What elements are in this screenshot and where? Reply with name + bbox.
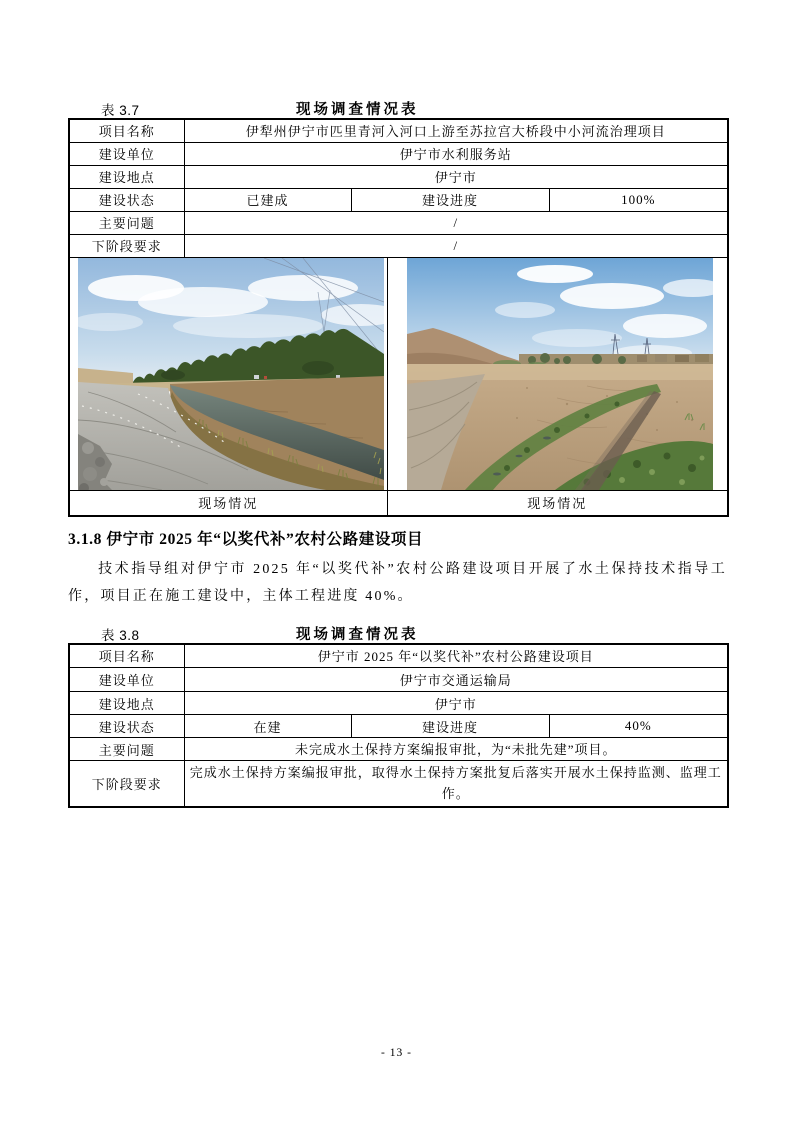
- table-3-7-caption: [68, 98, 727, 118]
- row-value-progress: 40%: [549, 715, 728, 738]
- row-label-place: 建设地点: [69, 165, 184, 188]
- photo-caption-left: 现场情况: [69, 490, 387, 516]
- page-number: - 13 -: [381, 1047, 412, 1059]
- row-value-next: /: [184, 234, 728, 257]
- row-label-status: 建设状态: [69, 715, 184, 738]
- row-value-next: 完成水土保持方案编报审批，取得水土保持方案批复后落实开展水土保持监测、监理工作。: [184, 761, 728, 807]
- row-label-status: 建设状态: [69, 188, 184, 211]
- row-value-status: 在建: [184, 715, 351, 738]
- row-value-issues: /: [184, 211, 728, 234]
- table-3-8-title: 现场调查情况表: [296, 626, 419, 643]
- row-label-unit: 建设单位: [69, 142, 184, 165]
- row-value-progress: 100%: [549, 188, 728, 211]
- row-value-issues: 未完成水土保持方案编报审批，为“未批先建”项目。: [184, 738, 728, 761]
- row-value-project: 伊犁州伊宁市匹里青河入河口上游至苏拉宫大桥段中小河流治理项目: [184, 119, 728, 142]
- row-label-next: 下阶段要求: [69, 234, 184, 257]
- row-label-issues: 主要问题: [69, 738, 184, 761]
- table-3-7-label: 表 3.7: [101, 103, 140, 118]
- page-content: [68, 98, 727, 808]
- photo-cell-right: [387, 257, 728, 490]
- row-label-progress: 建设进度: [351, 188, 549, 211]
- site-photo-right: [407, 258, 713, 490]
- section-heading: 3.1.8 伊宁市 2025 年“以奖代补”农村公路建设项目: [68, 530, 424, 548]
- table-3-7-title: 现场调查情况表: [296, 102, 419, 118]
- row-value-unit: 伊宁市水利服务站: [184, 142, 728, 165]
- table-3-8-label: 表 3.8: [101, 627, 140, 643]
- row-value-place: 伊宁市: [184, 692, 728, 715]
- site-photo-left: [78, 258, 384, 490]
- photo-caption-right: 现场情况: [387, 490, 728, 516]
- row-label-unit: 建设单位: [69, 668, 184, 692]
- table-3-8-caption: [68, 623, 727, 643]
- row-label-project: 项目名称: [69, 644, 184, 668]
- survey-table-3-8: [68, 643, 729, 808]
- survey-table-3-7: [68, 118, 729, 517]
- row-value-unit: 伊宁市交通运输局: [184, 668, 728, 692]
- row-label-place: 建设地点: [69, 692, 184, 715]
- row-value-project: 伊宁市 2025 年“以奖代补”农村公路建设项目: [184, 644, 728, 668]
- row-label-next: 下阶段要求: [69, 761, 184, 807]
- row-label-issues: 主要问题: [69, 211, 184, 234]
- row-label-project: 项目名称: [69, 119, 184, 142]
- row-value-place: 伊宁市: [184, 165, 728, 188]
- row-value-status: 已建成: [184, 188, 351, 211]
- section-paragraph: 技术指导组对伊宁市 2025 年“以奖代补”农村公路建设项目开展了水土保持技术指导工作，项目正在施工建设中，主体工程进度 40%。: [68, 561, 727, 604]
- photo-cell-left: [69, 257, 387, 490]
- row-label-progress: 建设进度: [351, 715, 549, 738]
